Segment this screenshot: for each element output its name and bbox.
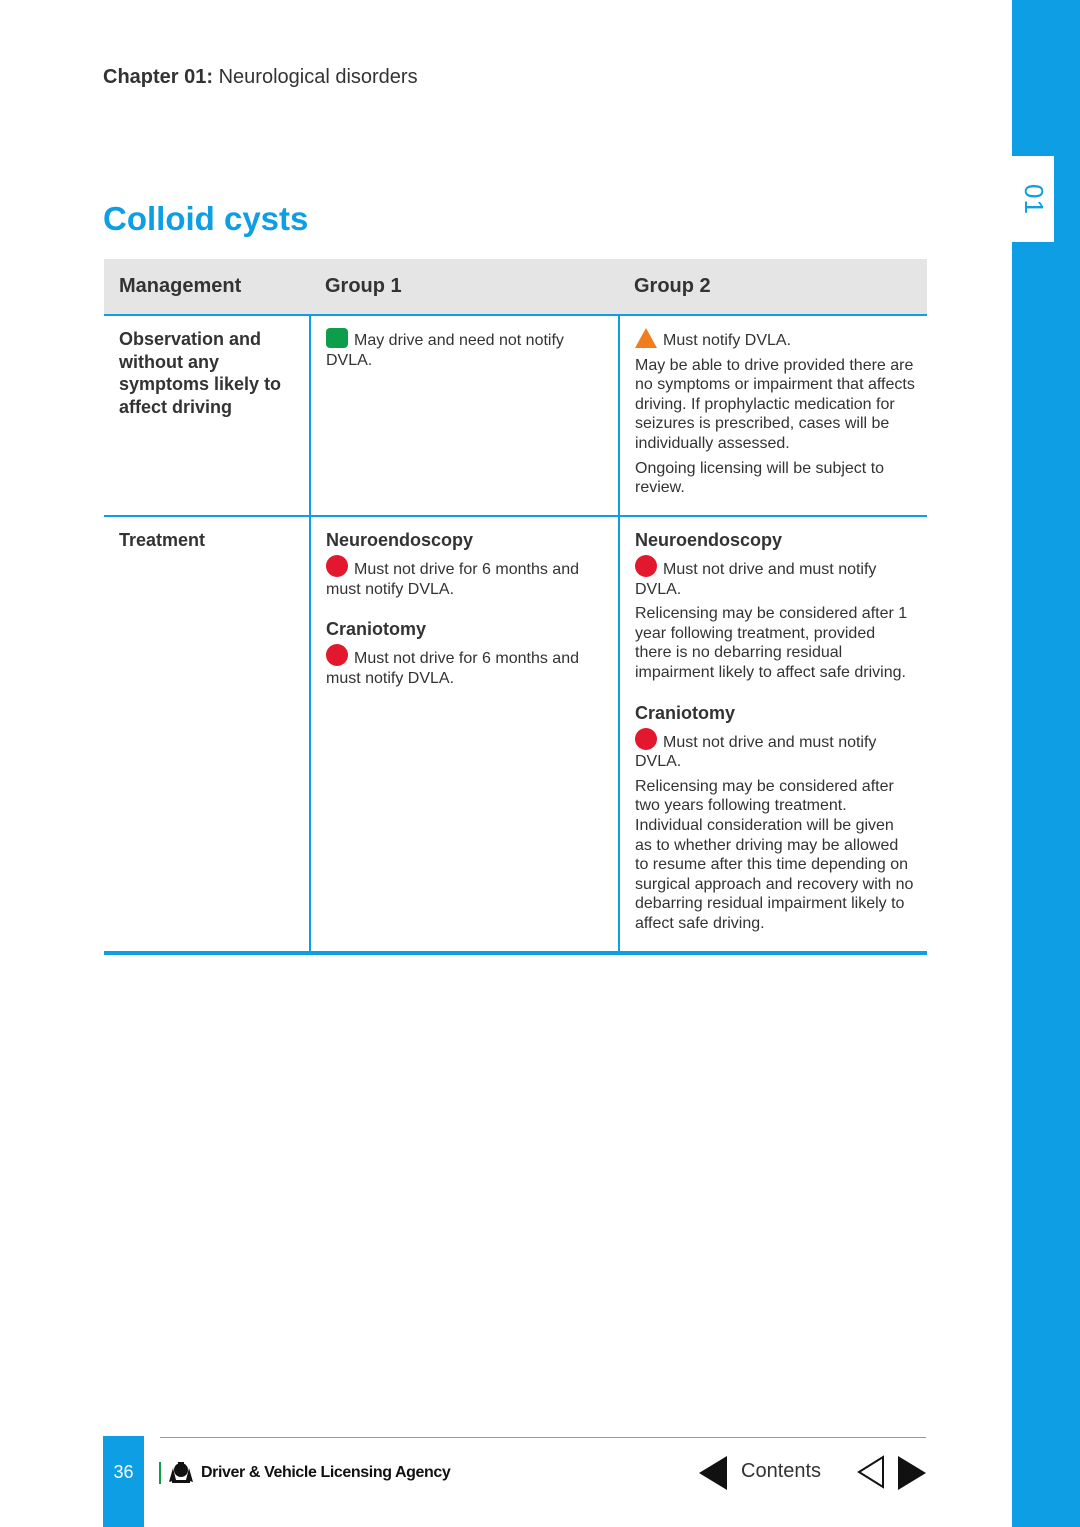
red-circle-icon — [326, 644, 348, 666]
observation-group1-status: May drive and need not notify DVLA. — [326, 332, 564, 369]
treatment-group1-cranio-status: Must not drive for 6 months and must notify DVLA. — [326, 650, 579, 687]
orange-triangle-icon — [635, 328, 657, 348]
observation-group2-status: Must notify DVLA. — [663, 332, 792, 349]
treatment-label-cell — [104, 516, 310, 953]
table-row-observation — [104, 315, 927, 516]
treatment-group2-neuro-paragraph: Relicensing may be considered after 1 year following treatment, provided there is no debarring residual impairment likely to affect safe driving. — [635, 605, 908, 681]
page-number: 36 — [113, 1462, 134, 1482]
chapter-heading — [103, 66, 418, 89]
header-management: Management — [104, 259, 310, 315]
licensing-table — [104, 259, 927, 955]
treatment-group1-neuro-heading: Neuroendoscopy — [326, 530, 474, 550]
back-icon[interactable] — [857, 1455, 885, 1489]
table-row-treatment — [104, 516, 927, 953]
treatment-group1-cell — [310, 516, 619, 953]
red-circle-icon — [326, 555, 348, 577]
observation-group2-cell — [619, 315, 927, 516]
treatment-group1-neuro-status: Must not drive for 6 months and must notify DVLA. — [326, 561, 579, 598]
table-header-row — [104, 259, 927, 315]
treatment-label: Treatment — [119, 530, 206, 550]
previous-page-icon[interactable] — [699, 1456, 727, 1490]
treatment-group2-cranio-heading: Craniotomy — [635, 702, 736, 723]
treatment-group2-cranio-paragraph: Relicensing may be considered after two years following treatment. Individual consideration will be given as to whether driving may be allowed to resume after this time depending on surgical approach and recovery with no debarring residual impairment likely to affect safe driving. — [635, 777, 914, 932]
treatment-group2-neuro-status: Must not drive and must notify DVLA. — [635, 561, 877, 598]
chapter-tab-number: 01 — [1018, 183, 1049, 215]
contents-link[interactable]: Contents — [741, 1460, 822, 1482]
observation-group2-paragraph: Ongoing licensing will be subject to review. — [635, 459, 885, 497]
observation-group2-paragraph: May be able to drive provided there are no symptoms or impairment that affects driving. If prophylactic medication for seizures is prescribed, cases will be individually assessed. — [635, 356, 915, 452]
chapter-tab[interactable] — [1012, 156, 1054, 242]
page-number-box — [103, 1436, 144, 1527]
royal-crest-icon — [167, 1460, 195, 1484]
footer-divider — [160, 1437, 926, 1438]
chapter-label: Chapter 01: — [103, 66, 214, 88]
treatment-group2-cell — [619, 516, 927, 953]
page-title: Colloid cysts — [103, 200, 309, 237]
treatment-group1-cranio-heading: Craniotomy — [326, 619, 427, 640]
observation-group1-cell — [310, 315, 619, 516]
header-group-1: Group 1 — [310, 259, 619, 315]
treatment-group2-cranio-status: Must not drive and must notify DVLA. — [635, 733, 877, 771]
red-circle-icon — [635, 555, 657, 577]
observation-label-cell — [104, 315, 310, 516]
treatment-group2-neuro-heading: Neuroendoscopy — [635, 530, 783, 550]
header-group-2: Group 2 — [619, 259, 927, 315]
green-square-icon — [326, 328, 348, 348]
agency-name: Driver & Vehicle Licensing Agency — [201, 1464, 451, 1481]
logo-divider — [159, 1462, 161, 1484]
red-circle-icon — [635, 728, 657, 750]
next-page-icon[interactable] — [898, 1456, 926, 1490]
chapter-name: Neurological disorders — [218, 66, 418, 88]
observation-label: Observation and without any symptoms likely to affect driving — [119, 329, 282, 417]
